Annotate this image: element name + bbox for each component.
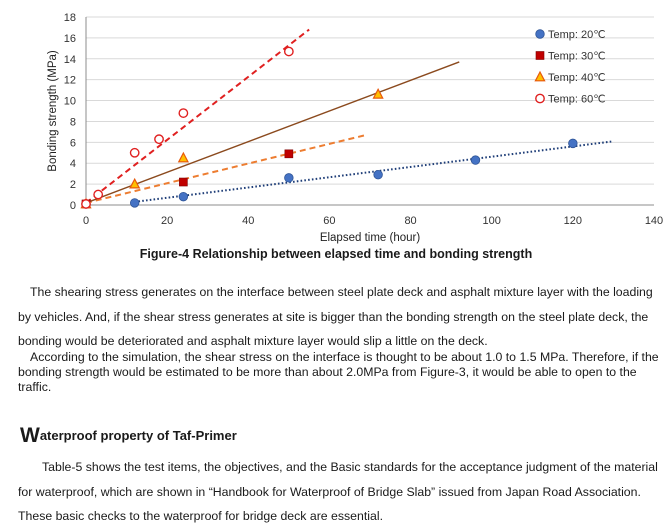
x-tick-label: 60 bbox=[323, 215, 336, 227]
legend-label: Temp: 60℃ bbox=[548, 93, 606, 106]
x-tick-label: 120 bbox=[563, 215, 583, 227]
x-tick-label: 140 bbox=[644, 215, 664, 227]
y-tick-label: 0 bbox=[69, 200, 76, 212]
trendline bbox=[86, 135, 366, 203]
data-point bbox=[179, 178, 187, 186]
x-tick-label: 40 bbox=[242, 215, 255, 227]
trendlines bbox=[86, 30, 613, 203]
x-tick-label: 0 bbox=[82, 215, 90, 227]
section-title-waterproof bbox=[20, 424, 237, 448]
legend-label: Temp: 40℃ bbox=[548, 72, 606, 84]
data-point bbox=[374, 170, 383, 179]
x-tick-label: 80 bbox=[404, 215, 417, 227]
data-point bbox=[285, 150, 293, 158]
trendline bbox=[86, 62, 459, 203]
legend-marker bbox=[536, 52, 544, 60]
legend-marker bbox=[536, 94, 544, 102]
data-point bbox=[285, 47, 293, 55]
data-point bbox=[130, 199, 139, 208]
y-tick-label: 12 bbox=[63, 74, 76, 87]
y-tick-label: 4 bbox=[69, 158, 76, 171]
figure-caption: Figure-4 Relationship between elapsed time and bonding strength bbox=[139, 247, 533, 261]
paragraph-simulation: According to the simulation, the shear stress on the interface is thought to be about 1.0 to 1.5 MPa. Therefore, if the bonding strength would be estimated to be more than about 2.0MPa from Figure-3, it would be able to open to the traffic. bbox=[18, 350, 659, 394]
y-tick-label: 10 bbox=[63, 95, 76, 108]
trendline bbox=[86, 30, 309, 203]
data-point bbox=[285, 174, 294, 183]
legend-label: Temp: 30℃ bbox=[548, 50, 606, 63]
y-tick-label: 16 bbox=[63, 32, 76, 45]
data-point bbox=[179, 109, 187, 117]
chart-legend bbox=[535, 29, 605, 106]
paragraph-table5: Table-5 shows the test items, the objectives, and the Basic standards for the acceptance judgment of the material for waterproof, which are shown in “Handbook for Waterproof of Bridge Slab” issued from Japan Road Association. These basic checks to the waterproof for bridge deck are essential. bbox=[18, 460, 658, 523]
y-tick-label: 6 bbox=[69, 137, 76, 150]
legend-marker bbox=[535, 72, 544, 81]
paragraph-shearing-stress: The shearing stress generates on the interface between steel plate deck and asphalt mixture layer with the loading by vehicles. And, if the shear stress generates at site is bigger than the bonding strength on the steel plate deck, the bonding would be deteriorated and asphalt mixture layer would slip a little on the deck. bbox=[18, 285, 653, 348]
data-point bbox=[94, 190, 102, 198]
data-point bbox=[130, 149, 138, 157]
data-point bbox=[569, 139, 578, 148]
data-point bbox=[82, 200, 90, 208]
x-tick-labels bbox=[83, 215, 663, 227]
y-tick-label: 2 bbox=[69, 179, 76, 192]
x-axis-label: Elapsed time (hour) bbox=[319, 232, 421, 244]
trendline bbox=[135, 141, 614, 202]
chart-axes bbox=[86, 17, 654, 205]
legend-marker bbox=[536, 30, 545, 39]
bonding-strength-chart bbox=[0, 0, 672, 248]
legend-label: Temp: 20℃ bbox=[548, 29, 606, 41]
data-point bbox=[179, 192, 188, 201]
y-tick-label: 8 bbox=[69, 116, 76, 129]
y-tick-label: 14 bbox=[63, 53, 76, 66]
x-tick-label: 20 bbox=[161, 215, 174, 227]
data-point bbox=[471, 156, 480, 165]
data-point bbox=[155, 135, 163, 143]
section-title-initial: W bbox=[20, 424, 40, 447]
x-tick-label: 100 bbox=[482, 215, 501, 227]
data-point bbox=[179, 153, 188, 162]
section-title-text: aterproof property of Taf-Primer bbox=[39, 428, 237, 443]
y-tick-labels bbox=[64, 12, 76, 212]
y-axis-label: Bonding strength (MPa) bbox=[47, 50, 59, 172]
y-tick-label: 18 bbox=[63, 12, 76, 24]
